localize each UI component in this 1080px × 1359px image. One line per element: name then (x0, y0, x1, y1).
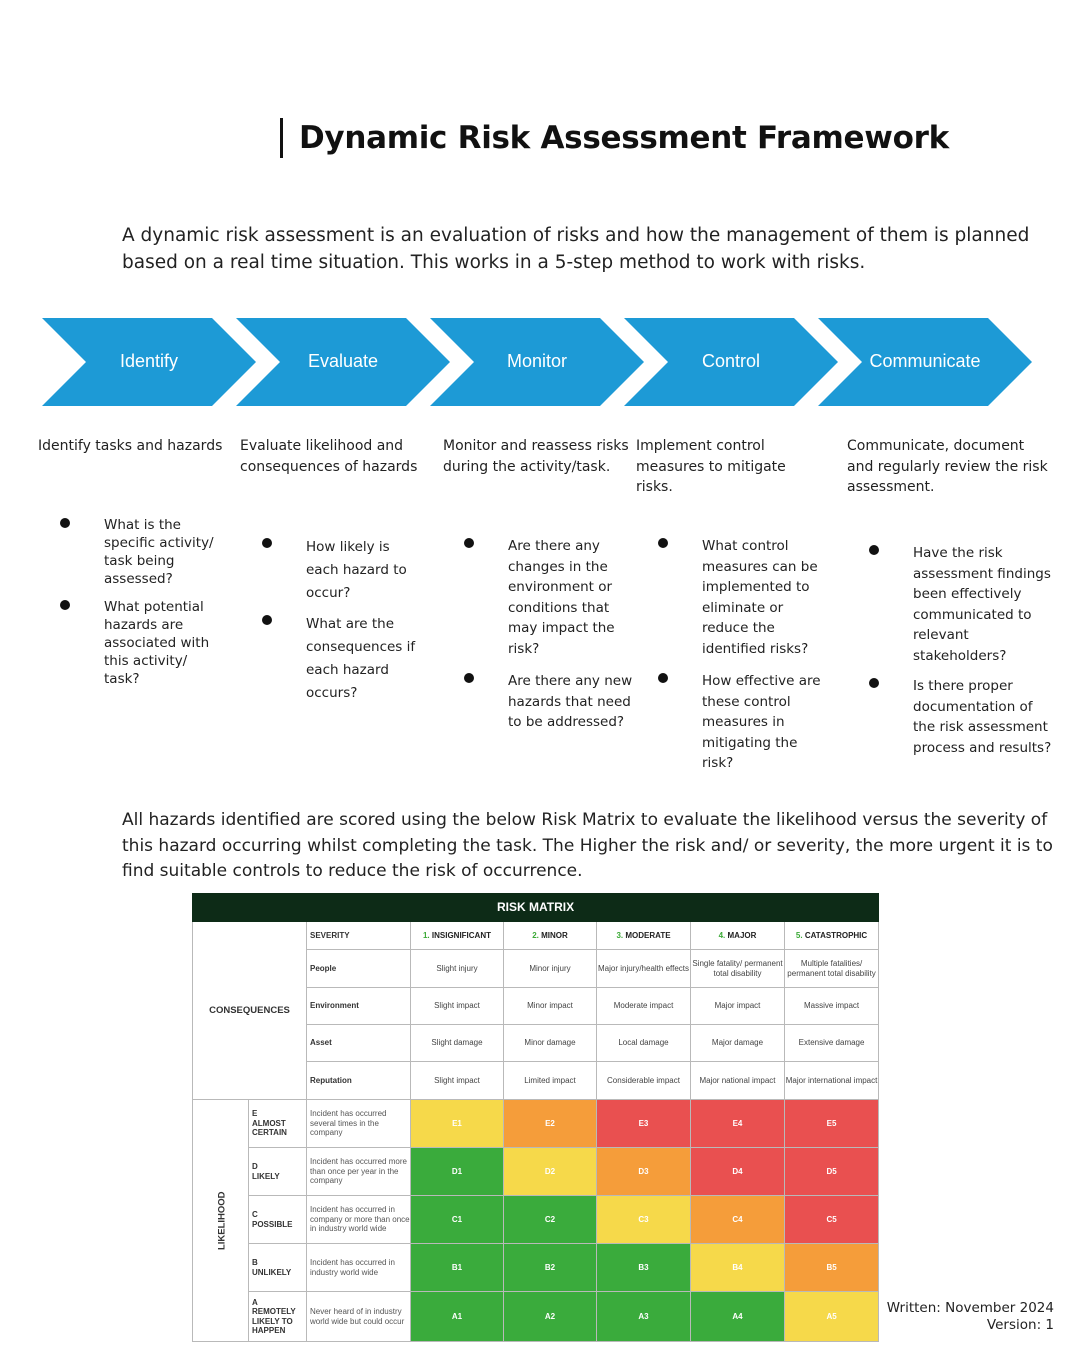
likelihood-label: LIKELIHOOD (193, 1100, 249, 1342)
document-footer (887, 1300, 1054, 1334)
severity-header: 4. MAJOR (691, 922, 785, 950)
step-description-evaluate: Evaluate likelihood and consequences of hazards (240, 438, 418, 475)
written-date: Written: November 2024 (886, 1300, 1054, 1316)
risk-cell: D2 (504, 1148, 597, 1196)
risk-cell: C5 (785, 1196, 879, 1244)
risk-cell: A3 (597, 1292, 691, 1342)
consequence-cell: Minor damage (504, 1025, 597, 1062)
risk-cell: B2 (504, 1244, 597, 1292)
risk-matrix-title: RISK MATRIX (193, 894, 879, 922)
severity-label: SEVERITY (307, 922, 411, 950)
consequence-label: Reputation (307, 1062, 411, 1100)
question-list-communicate (913, 543, 1053, 758)
question-item: What is the specific activity/ task being assessed? (104, 516, 226, 588)
question-item: What potential hazards are associated with this activity/ task? (104, 598, 226, 688)
title-block (280, 116, 949, 160)
matrix-intro-paragraph: All hazards identified are scored using the below Risk Matrix to evaluate the likelihood versus the severity of this hazard occurring whilst completing the task. The Higher the risk and/ or severity, the more urgent it is to find suitable controls to reduce the risk of occurrence. (122, 810, 1053, 881)
consequence-cell: Single fatality/ permanent total disability (691, 950, 785, 988)
step-description-identify: Identify tasks and hazards (38, 438, 223, 454)
question-item: Are there any changes in the environment or conditions that may impact the risk? (508, 536, 634, 659)
likelihood-row-c (193, 1196, 879, 1244)
question-item: What control measures can be implemented to eliminate or reduce the identified risks? (702, 536, 828, 659)
step-label-evaluate: Evaluate (307, 350, 379, 371)
page-title: Dynamic Risk Assessment Framework (299, 120, 949, 156)
step-description-communicate: Communicate, document and regularly review the risk assessment. (847, 438, 1048, 495)
likelihood-row-a (193, 1292, 879, 1342)
consequence-label: Asset (307, 1025, 411, 1062)
question-list-control (702, 536, 828, 774)
risk-cell: D5 (785, 1148, 879, 1196)
question-item: How likely is each hazard to occur? (306, 536, 426, 605)
risk-cell: A4 (691, 1292, 785, 1342)
risk-cell: B1 (411, 1244, 504, 1292)
likelihood-description: Incident has occurred several times in the company (307, 1100, 411, 1148)
consequences-label: CONSEQUENCES (193, 922, 307, 1100)
likelihood-row-b (193, 1244, 879, 1292)
consequence-cell: Major impact (691, 988, 785, 1025)
risk-cell: B5 (785, 1244, 879, 1292)
question-item: What are the consequences if each hazard occurs? (306, 613, 426, 705)
consequence-cell: Minor injury (504, 950, 597, 988)
risk-cell: D3 (597, 1148, 691, 1196)
consequence-cell: Moderate impact (597, 988, 691, 1025)
question-item: Is there proper documentation of the risk assessment process and results? (913, 676, 1053, 758)
consequence-cell: Slight injury (411, 950, 504, 988)
risk-cell: E3 (597, 1100, 691, 1148)
step-label-control: Control (701, 350, 761, 371)
version-label: Version: 1 (986, 1317, 1054, 1333)
severity-header: 3. MODERATE (597, 922, 691, 950)
likelihood-level: A REMOTELY LIKELY TO HAPPEN (249, 1292, 307, 1342)
consequence-cell: Major damage (691, 1025, 785, 1062)
likelihood-description: Incident has occurred more than once per year in the company (307, 1148, 411, 1196)
consequence-cell: Slight impact (411, 1062, 504, 1100)
likelihood-level: B UNLIKELY (249, 1244, 307, 1292)
risk-cell: C3 (597, 1196, 691, 1244)
step-label-identify: Identify (119, 350, 179, 371)
step-description-monitor: Monitor and reassess risks during the activity/task. (443, 438, 629, 475)
question-item: How effective are these control measures in mitigating the risk? (702, 671, 828, 774)
consequence-cell: Local damage (597, 1025, 691, 1062)
likelihood-row-e (193, 1100, 879, 1148)
likelihood-level: D LIKELY (249, 1148, 307, 1196)
risk-cell: D1 (411, 1148, 504, 1196)
risk-cell: E1 (411, 1100, 504, 1148)
consequence-cell: Limited impact (504, 1062, 597, 1100)
likelihood-level: C POSSIBLE (249, 1196, 307, 1244)
severity-header: 5. CATASTROPHIC (785, 922, 879, 950)
severity-header: 1. INSIGNIFICANT (411, 922, 504, 950)
consequence-cell: Slight impact (411, 988, 504, 1025)
step-description-control: Implement control measures to mitigate risks. (636, 438, 786, 495)
consequence-label: Environment (307, 988, 411, 1025)
question-list-evaluate (306, 536, 426, 705)
risk-cell: C2 (504, 1196, 597, 1244)
intro-paragraph: A dynamic risk assessment is an evaluation of risks and how the management of them is planned based on a real time situation. This works in a 5-step method to work with risks. (122, 225, 1030, 273)
severity-header: 2. MINOR (504, 922, 597, 950)
risk-cell: C1 (411, 1196, 504, 1244)
risk-cell: D4 (691, 1148, 785, 1196)
risk-cell: E5 (785, 1100, 879, 1148)
likelihood-description: Incident has occurred in industry world wide (307, 1244, 411, 1292)
consequence-cell: Considerable impact (597, 1062, 691, 1100)
consequence-cell: Major international impact (785, 1062, 879, 1100)
likelihood-description: Never heard of in industry world wide but could occur (307, 1292, 411, 1342)
likelihood-description: Incident has occurred in company or more than once in industry world wide (307, 1196, 411, 1244)
consequence-cell: Extensive damage (785, 1025, 879, 1062)
consequence-cell: Major national impact (691, 1062, 785, 1100)
risk-cell: A2 (504, 1292, 597, 1342)
risk-cell: C4 (691, 1196, 785, 1244)
risk-cell: B4 (691, 1244, 785, 1292)
consequence-cell: Minor impact (504, 988, 597, 1025)
consequence-cell: Major injury/health effects (597, 950, 691, 988)
question-list-monitor (508, 536, 634, 733)
question-list-identify (104, 516, 226, 688)
likelihood-level: E ALMOST CERTAIN (249, 1100, 307, 1148)
title-accent-bar (280, 118, 283, 158)
likelihood-row-d (193, 1148, 879, 1196)
step-label-monitor: Monitor (506, 350, 568, 371)
consequence-cell: Multiple fatalities/ permanent total disability (785, 950, 879, 988)
consequence-label: People (307, 950, 411, 988)
risk-cell: B3 (597, 1244, 691, 1292)
step-label-communicate: Communicate (869, 350, 981, 371)
consequence-cell: Massive impact (785, 988, 879, 1025)
question-item: Have the risk assessment findings been effectively communicated to relevant stakeholders? (913, 543, 1053, 666)
consequence-cell: Slight damage (411, 1025, 504, 1062)
risk-cell: E4 (691, 1100, 785, 1148)
risk-matrix (192, 893, 879, 1342)
risk-cell: E2 (504, 1100, 597, 1148)
risk-cell: A5 (785, 1292, 879, 1342)
question-item: Are there any new hazards that need to be addressed? (508, 671, 634, 733)
risk-cell: A1 (411, 1292, 504, 1342)
